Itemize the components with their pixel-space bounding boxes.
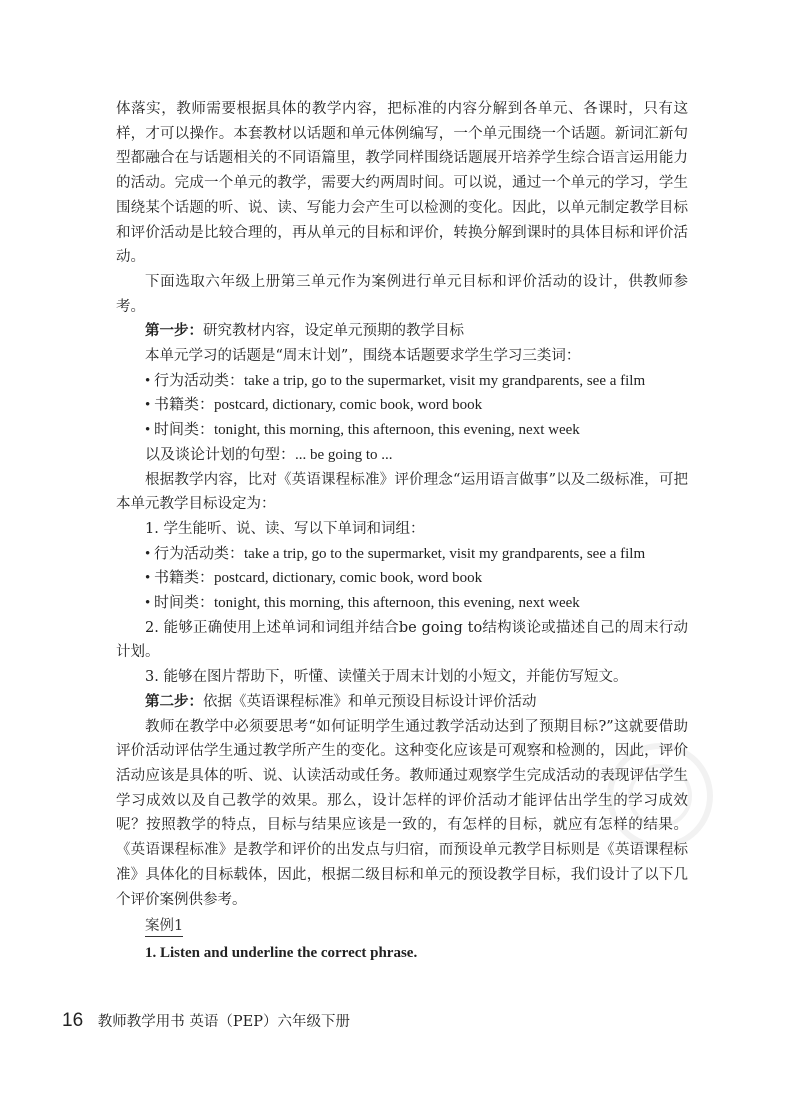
list-item: • 时间类：tonight, this morning, this afternoon, this evening, next week (145, 595, 580, 612)
step-two-lead: 第二步： (145, 692, 203, 710)
step-one-heading (116, 319, 688, 344)
list-item: • 行为活动类：take a trip, go to the supermarket, visit my grandparents, see a film (145, 372, 646, 389)
page-footer (62, 1010, 662, 1032)
goal-three: 3. 能够在图片帮助下，听懂、读懂关于周末计划的小短文，并能仿写短文。 (145, 669, 628, 686)
exercise-instruction: 1. Listen and underline the correct phrase. (145, 944, 418, 961)
step-one-lead: 第一步： (145, 322, 203, 340)
list-item: • 行为活动类：take a trip, go to the supermarket, visit my grandparents, see a film (145, 545, 646, 562)
sentence-pattern-line: 以及谈论计划的句型：... be going to ... (145, 446, 393, 463)
page-number: 16 (62, 1010, 84, 1031)
step-one-text: 研究教材内容，设定单元预期的教学目标 (203, 323, 464, 340)
goal-two: 2. 能够正确使用上述单词和词组并结合be going to结构谈论或描述自己的周末行动计划。 (116, 619, 688, 661)
case-label-line (116, 914, 688, 939)
list-item: • 书籍类：postcard, dictionary, comic book, word book (145, 397, 483, 414)
paragraph-intro: 体落实，教师需要根据具体的教学内容，把标准的内容分解到各单元、各课时，只有这样，才可以操作。本套教材以话题和单元体例编写，一个单元围绕一个话题。新词汇新句型都融合在与话题相关的不同语篇里，教学同样围绕话题展开培养学生综合语言运用能力的活动。完成一个单元的教学，需要大约两周时间。可以说，通过一个单元的学习，学生围绕某个话题的听、说、读、写能力会产生可以检测的变化。因此，以单元制定教学目标和评价活动是比较合理的，再从单元的目标和评价，转换分解到课时的具体目标和评价活动。 (116, 101, 688, 266)
list-item: • 书籍类：postcard, dictionary, comic book, word book (145, 570, 483, 587)
topic-line: 本单元学习的话题是“周末计划”，围绕本话题要求学生学习三类词： (145, 348, 581, 365)
paragraph-case-selection: 下面选取六年级上册第三单元作为案例进行单元目标和评价活动的设计，供教师参考。 (116, 273, 688, 315)
step-two-text: 依据《英语课程标准》和单元预设目标设计评价活动 (203, 693, 537, 710)
goal-one: 1. 学生能听、说、读、写以下单词和词组： (145, 520, 425, 537)
case-label: 案例1 (145, 916, 183, 937)
paragraph-goal-intro: 根据教学内容，比对《英语课程标准》评价理念“运用语言做事”以及二级标准，可把本单元教学目标设定为： (116, 471, 688, 513)
paragraph-evaluation: 教师在教学中必须要思考“如何证明学生通过教学活动达到了预期目标?”这就要借助评价活动评估学生通过教学所产生的变化。这种变化应该是可观察和检测的，因此，评价活动应该是具体的听、说、认读活动或任务。教师通过观察学生完成活动的表现评估学生学习成效以及自己教学的效果。那么，设计怎样的评价活动才能评估出学生的学习成效呢？按照教学的特点，目标与结果应该是一致的，有怎样的目标，就应有怎样的结果。《英语课程标准》是教学和评价的出发点与归宿，而预设单元教学目标则是《英语课程标准》具体化的目标载体，因此，根据二级目标和单元的预设教学目标，我们设计了以下几个评价案例供参考。 (116, 718, 688, 908)
list-item: • 时间类：tonight, this morning, this afternoon, this evening, next week (145, 422, 580, 439)
watermark-seal-icon (600, 736, 720, 856)
book-title: 教师教学用书 英语（PEP）六年级下册 (97, 1014, 350, 1030)
step-two-heading (116, 690, 688, 715)
